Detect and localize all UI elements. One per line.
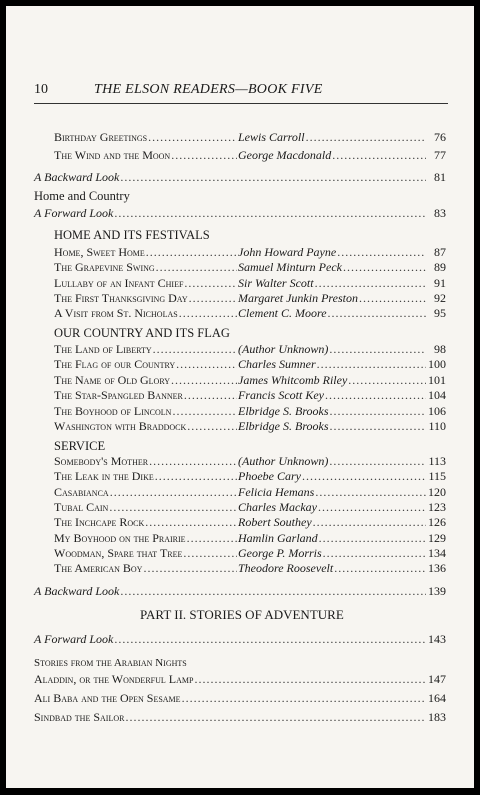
dot-leader — [114, 632, 426, 647]
entry-author: Felicia Hemans — [238, 484, 315, 499]
header-rule — [34, 103, 448, 104]
subsection-heading: OUR COUNTRY AND ITS FLAG — [54, 326, 230, 340]
dot-leader — [189, 291, 237, 306]
page-number: 10 — [34, 82, 48, 97]
entry-title: Lullaby of an Infant Chief — [54, 275, 184, 290]
dot-leader — [110, 485, 237, 500]
entry-title: The Inchcape Rock — [54, 515, 145, 530]
entry-page: 136 — [428, 561, 446, 576]
subsection-heading: HOME AND ITS FESTIVALS — [54, 228, 210, 242]
entry-author: Sir Walter Scott — [238, 275, 314, 290]
entry-page: 110 — [428, 419, 446, 433]
dot-leader — [187, 419, 237, 434]
entry-title: The Wind and the Moon — [54, 148, 171, 162]
toc-entry[interactable] — [34, 710, 446, 725]
toc-entry[interactable] — [54, 419, 446, 434]
entry-title: A Forward Look — [34, 206, 114, 220]
entry-author: George Macdonald — [238, 148, 332, 162]
entry-page: 106 — [428, 403, 446, 418]
entry-author: George P. Morris — [238, 545, 322, 560]
entry-title: Birthday Greetings — [54, 130, 148, 144]
entry-page: 101 — [428, 372, 446, 387]
entry-page: 147 — [428, 672, 446, 686]
dot-leader — [337, 245, 426, 260]
entry-title: The American Boy — [54, 561, 143, 576]
entry-author: Charles Mackay — [238, 499, 317, 514]
toc-entry[interactable] — [54, 291, 446, 306]
entry-title: Somebody's Mother — [54, 454, 149, 468]
entry-title: Aladdin, or the Wonderful Lamp — [34, 672, 194, 686]
dot-leader — [125, 710, 426, 725]
dot-leader — [313, 515, 426, 530]
entry-title: A Visit from St. Nicholas — [54, 306, 178, 321]
toc-entry[interactable] — [54, 373, 446, 388]
entry-author: Phoebe Cary — [238, 469, 301, 484]
entry-author: Elbridge S. Brooks — [238, 403, 329, 418]
dot-leader — [149, 454, 237, 469]
running-title: THE ELSON READERS—BOOK FIVE — [94, 82, 323, 97]
toc-entry[interactable] — [54, 148, 446, 163]
entry-author: Clement C. Moore — [238, 306, 327, 321]
entry-page: 123 — [428, 499, 446, 514]
toc-entry[interactable] — [54, 515, 446, 530]
dot-leader — [109, 500, 237, 515]
entry-author: Lewis Carroll — [238, 130, 305, 144]
entry-title: The Star-Spangled Banner — [54, 388, 183, 403]
dot-leader — [325, 388, 426, 403]
toc-entry[interactable] — [54, 500, 446, 515]
entry-author: Hamlin Garland — [238, 530, 318, 545]
toc-entry[interactable] — [34, 691, 446, 706]
toc-entry[interactable] — [54, 469, 446, 484]
dot-leader — [120, 584, 426, 599]
entry-title: Home, Sweet Home — [54, 245, 145, 259]
dot-leader — [317, 357, 426, 372]
entry-title: The Name of Old Glory — [54, 372, 170, 387]
entry-author: (Author Unknown) — [238, 342, 329, 356]
toc-entry[interactable] — [54, 342, 446, 357]
dot-leader — [146, 245, 237, 260]
entry-title: A Backward Look — [34, 170, 120, 184]
entry-title: The Flag of our Country — [54, 357, 176, 372]
entry-page: 77 — [434, 148, 446, 162]
dot-leader — [184, 388, 237, 403]
entry-title: Sindbad the Sailor — [34, 710, 125, 724]
toc-entry[interactable] — [54, 260, 446, 275]
dot-leader — [143, 561, 237, 576]
toc-entry[interactable] — [54, 357, 446, 372]
entry-title: Casabianca — [54, 484, 109, 499]
entry-page: 87 — [434, 245, 446, 259]
entry-title: Woodman, Spare that Tree — [54, 545, 183, 560]
entry-page: 104 — [428, 388, 446, 403]
entry-page: 113 — [428, 454, 446, 468]
entry-title: The Leak in the Dike — [54, 469, 154, 484]
entry-author: Elbridge S. Brooks — [238, 419, 329, 433]
entry-page: 83 — [434, 206, 446, 220]
entry-author: Margaret Junkin Preston — [238, 290, 358, 305]
entry-page: 129 — [428, 530, 446, 545]
toc-entry[interactable] — [54, 388, 446, 403]
dot-leader — [172, 404, 237, 419]
entry-page: 139 — [428, 584, 446, 598]
dot-leader — [323, 546, 426, 561]
section-heading: Stories from the Arabian Nights — [34, 657, 187, 669]
page-header — [32, 82, 448, 100]
entry-title: A Forward Look — [34, 632, 114, 646]
dot-leader — [120, 170, 426, 185]
entry-title: My Boyhood on the Prairie — [54, 530, 186, 545]
entry-page: 92 — [434, 290, 446, 305]
toc-entry[interactable] — [34, 672, 446, 687]
entry-title: The First Thanksgiving Day — [54, 290, 188, 305]
dot-leader — [184, 276, 237, 291]
entry-author: Theodore Roosevelt — [238, 561, 334, 576]
toc-entry[interactable] — [54, 454, 446, 469]
entry-page: 76 — [434, 130, 446, 144]
dot-leader — [330, 419, 426, 434]
dot-leader — [330, 404, 426, 419]
dot-leader — [306, 130, 426, 145]
dot-leader — [332, 148, 426, 163]
toc-entry[interactable] — [54, 546, 446, 561]
section-heading: Home and Country — [34, 189, 130, 203]
dot-leader — [194, 672, 426, 687]
toc-entry[interactable] — [54, 130, 446, 145]
dot-leader — [318, 500, 426, 515]
entry-page: 143 — [428, 632, 446, 646]
entry-author: Francis Scott Key — [238, 388, 324, 403]
entry-page: 115 — [428, 469, 446, 484]
dot-leader — [315, 276, 426, 291]
dot-leader — [176, 357, 237, 372]
entry-page: 100 — [428, 357, 446, 372]
entry-page: 91 — [434, 275, 446, 290]
dot-leader — [182, 691, 426, 706]
dot-leader — [145, 515, 237, 530]
dot-leader — [319, 531, 426, 546]
dot-leader — [171, 148, 237, 163]
part-heading: PART II. STORIES OF ADVENTURE — [140, 607, 344, 622]
entry-author: Charles Sumner — [238, 357, 316, 372]
toc-entry[interactable] — [54, 276, 446, 291]
entry-page: 126 — [428, 515, 446, 530]
backward-look-entry[interactable] — [34, 584, 446, 599]
dot-leader — [302, 469, 426, 484]
toc-entry[interactable] — [54, 485, 446, 500]
dot-leader — [348, 373, 426, 388]
dot-leader — [334, 561, 426, 576]
backward-look-entry[interactable] — [34, 170, 446, 185]
entry-page: 164 — [428, 691, 446, 705]
entry-title: Ali Baba and the Open Sesame — [34, 691, 181, 705]
dot-leader — [187, 531, 237, 546]
entry-title: The Land of Liberty — [54, 342, 152, 356]
entry-title: Washington with Braddock — [54, 419, 187, 433]
entry-page: 98 — [434, 342, 446, 356]
entry-page: 183 — [428, 710, 446, 724]
entry-title: The Grapevine Swing — [54, 260, 155, 275]
entry-page: 120 — [428, 484, 446, 499]
dot-leader — [114, 206, 426, 221]
dot-leader — [329, 454, 426, 469]
dot-leader — [148, 130, 237, 145]
dot-leader — [183, 546, 237, 561]
entry-author: James Whitcomb Riley — [238, 372, 348, 387]
entry-author: (Author Unknown) — [238, 454, 329, 468]
subsection-heading: SERVICE — [54, 439, 106, 453]
entry-page: 95 — [434, 306, 446, 321]
entry-author: John Howard Payne — [238, 245, 337, 259]
dot-leader — [155, 469, 237, 484]
dot-leader — [329, 342, 426, 357]
entry-page: 89 — [434, 260, 446, 275]
dot-leader — [315, 485, 426, 500]
toc-entry[interactable] — [54, 531, 446, 546]
dot-leader — [156, 260, 237, 275]
book-page — [6, 6, 474, 788]
entry-page: 134 — [428, 545, 446, 560]
entry-title: A Backward Look — [34, 584, 120, 598]
entry-author: Samuel Minturn Peck — [238, 260, 342, 275]
entry-page: 81 — [434, 170, 446, 184]
forward-look-entry[interactable] — [34, 632, 446, 647]
toc-entry[interactable] — [54, 245, 446, 260]
dot-leader — [328, 306, 426, 321]
dot-leader — [359, 291, 426, 306]
toc-entry[interactable] — [54, 306, 446, 321]
dot-leader — [171, 373, 237, 388]
forward-look-entry[interactable] — [34, 206, 446, 221]
dot-leader — [179, 306, 237, 321]
toc-entry[interactable] — [54, 404, 446, 419]
toc-entry[interactable] — [54, 561, 446, 576]
entry-author: Robert Southey — [238, 515, 312, 530]
dot-leader — [153, 342, 237, 357]
entry-title: Tubal Cain — [54, 499, 109, 514]
dot-leader — [343, 260, 426, 275]
entry-title: The Boyhood of Lincoln — [54, 403, 172, 418]
